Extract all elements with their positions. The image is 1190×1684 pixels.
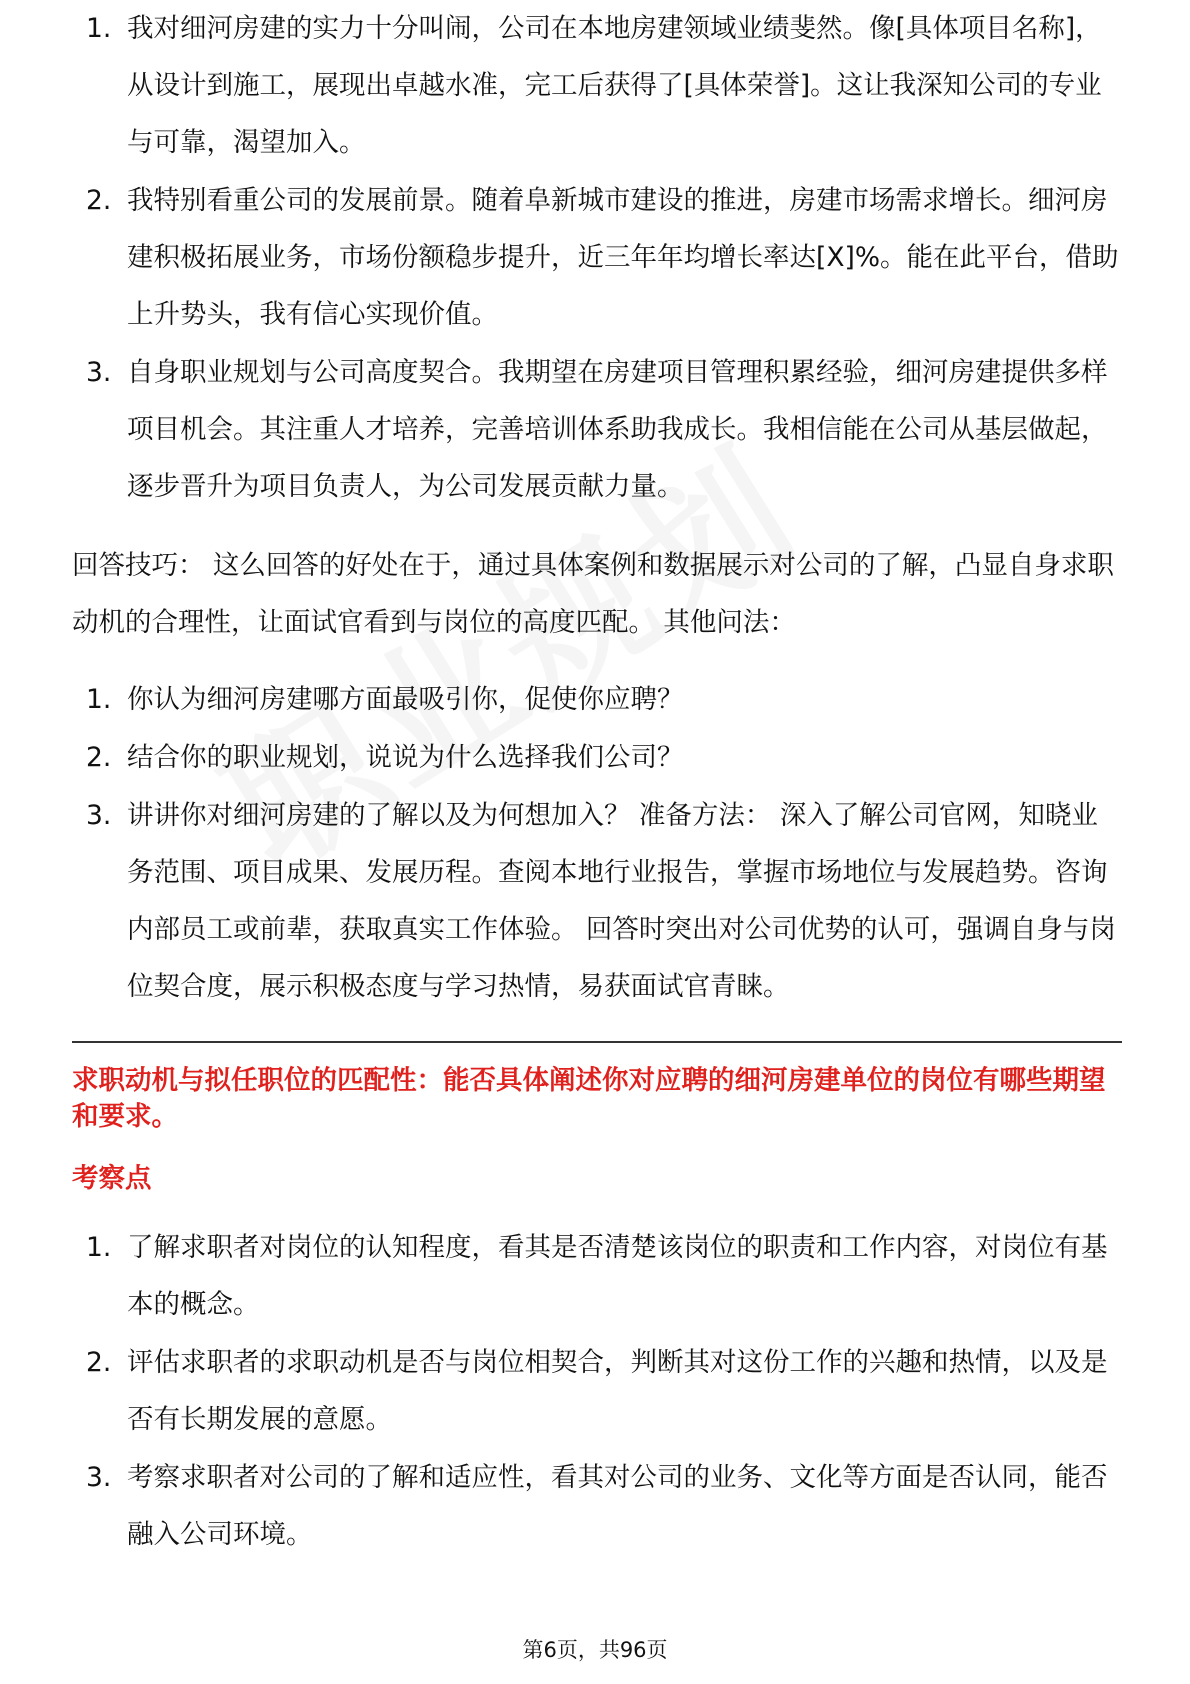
list-item-text: 自身职业规划与公司高度契合。我期望在房建项目管理积累经验，细河房建提供多样项目机会。其注重人才培养，完善培训体系助我成长。我相信能在公司从基层做起，逐步晋升为项目负责人，为公司发展贡献力量。 bbox=[127, 357, 1108, 502]
list-item bbox=[72, 172, 1122, 343]
list-number: 1. bbox=[86, 13, 112, 44]
section-title: 求职动机与拟任职位的匹配性：能否具体阐述你对应聘的细河房建单位的岗位有哪些期望和要求。 bbox=[72, 1065, 1106, 1132]
list-item-text: 了解求职者对岗位的认知程度，看其是否清楚该岗位的职责和工作内容，对岗位有基本的概念。 bbox=[127, 1232, 1108, 1320]
tips-paragraph: 回答技巧： 这么回答的好处在于，通过具体案例和数据展示对公司的了解，凸显自身求职动机的合理性，让面试官看到与岗位的高度匹配。 其他问法： bbox=[72, 550, 1114, 638]
list-number: 2. bbox=[86, 742, 112, 773]
list-item bbox=[72, 671, 1122, 728]
document-page bbox=[72, 13, 1122, 1564]
list-item bbox=[72, 1219, 1122, 1333]
answer-list bbox=[72, 0, 1122, 515]
list-item bbox=[72, 1334, 1122, 1448]
section-divider bbox=[72, 1041, 1122, 1043]
list-item bbox=[72, 344, 1122, 515]
page-number: 第6页，共96页 bbox=[522, 1638, 668, 1662]
list-item bbox=[72, 1449, 1122, 1563]
list-item-text: 我对细河房建的实力十分叫闹，公司在本地房建领域业绩斐然。像[具体项目名称]，从设计到施工，展现出卓越水准，完工后获得了[具体荣誉]。这让我深知公司的专业与可靠，渴望加入。 bbox=[127, 13, 1102, 158]
list-item-text: 你认为细河房建哪方面最吸引你，促使你应聘？ bbox=[127, 684, 684, 715]
list-item-text: 评估求职者的求职动机是否与岗位相契合，判断其对这份工作的兴趣和热情，以及是否有长期发展的意愿。 bbox=[127, 1347, 1108, 1435]
list-number: 3. bbox=[86, 357, 112, 388]
list-item-text: 结合你的职业规划，说说为什么选择我们公司？ bbox=[127, 742, 684, 773]
list-number: 3. bbox=[86, 800, 112, 831]
list-item-text: 我特别看重公司的发展前景。随着阜新城市建设的推进，房建市场需求增长。细河房建积极拓展业务，市场份额稳步提升，近三年年均增长率达[X]%。能在此平台，借助上升势头，我有信心实现价值。 bbox=[127, 185, 1119, 330]
other-questions-list bbox=[72, 671, 1122, 1015]
list-item-text: 讲讲你对细河房建的了解以及为何想加入？ 准备方法： 深入了解公司官网，知晓业务范围、项目成果、发展历程。查阅本地行业报告，掌握市场地位与发展趋势。咨询内部员工或前辈，获取真实工作体验。 回答时突出对公司优势的认可，强调自身与岗位契合度，展示积极态度与学习热情，易获面试官青睐。 bbox=[127, 800, 1116, 1002]
list-item bbox=[72, 0, 1122, 171]
sub-title: 考察点 bbox=[72, 1163, 152, 1194]
list-item bbox=[72, 729, 1122, 786]
list-number: 2. bbox=[86, 1347, 112, 1378]
list-number: 3. bbox=[86, 1462, 112, 1493]
list-number: 1. bbox=[86, 1232, 112, 1263]
list-item-text: 考察求职者对公司的了解和适应性，看其对公司的业务、文化等方面是否认同，能否融入公司环境。 bbox=[127, 1462, 1108, 1550]
list-item bbox=[72, 787, 1122, 1015]
list-number: 1. bbox=[86, 684, 112, 715]
assessment-points-list bbox=[72, 1219, 1122, 1563]
list-number: 2. bbox=[86, 185, 112, 216]
